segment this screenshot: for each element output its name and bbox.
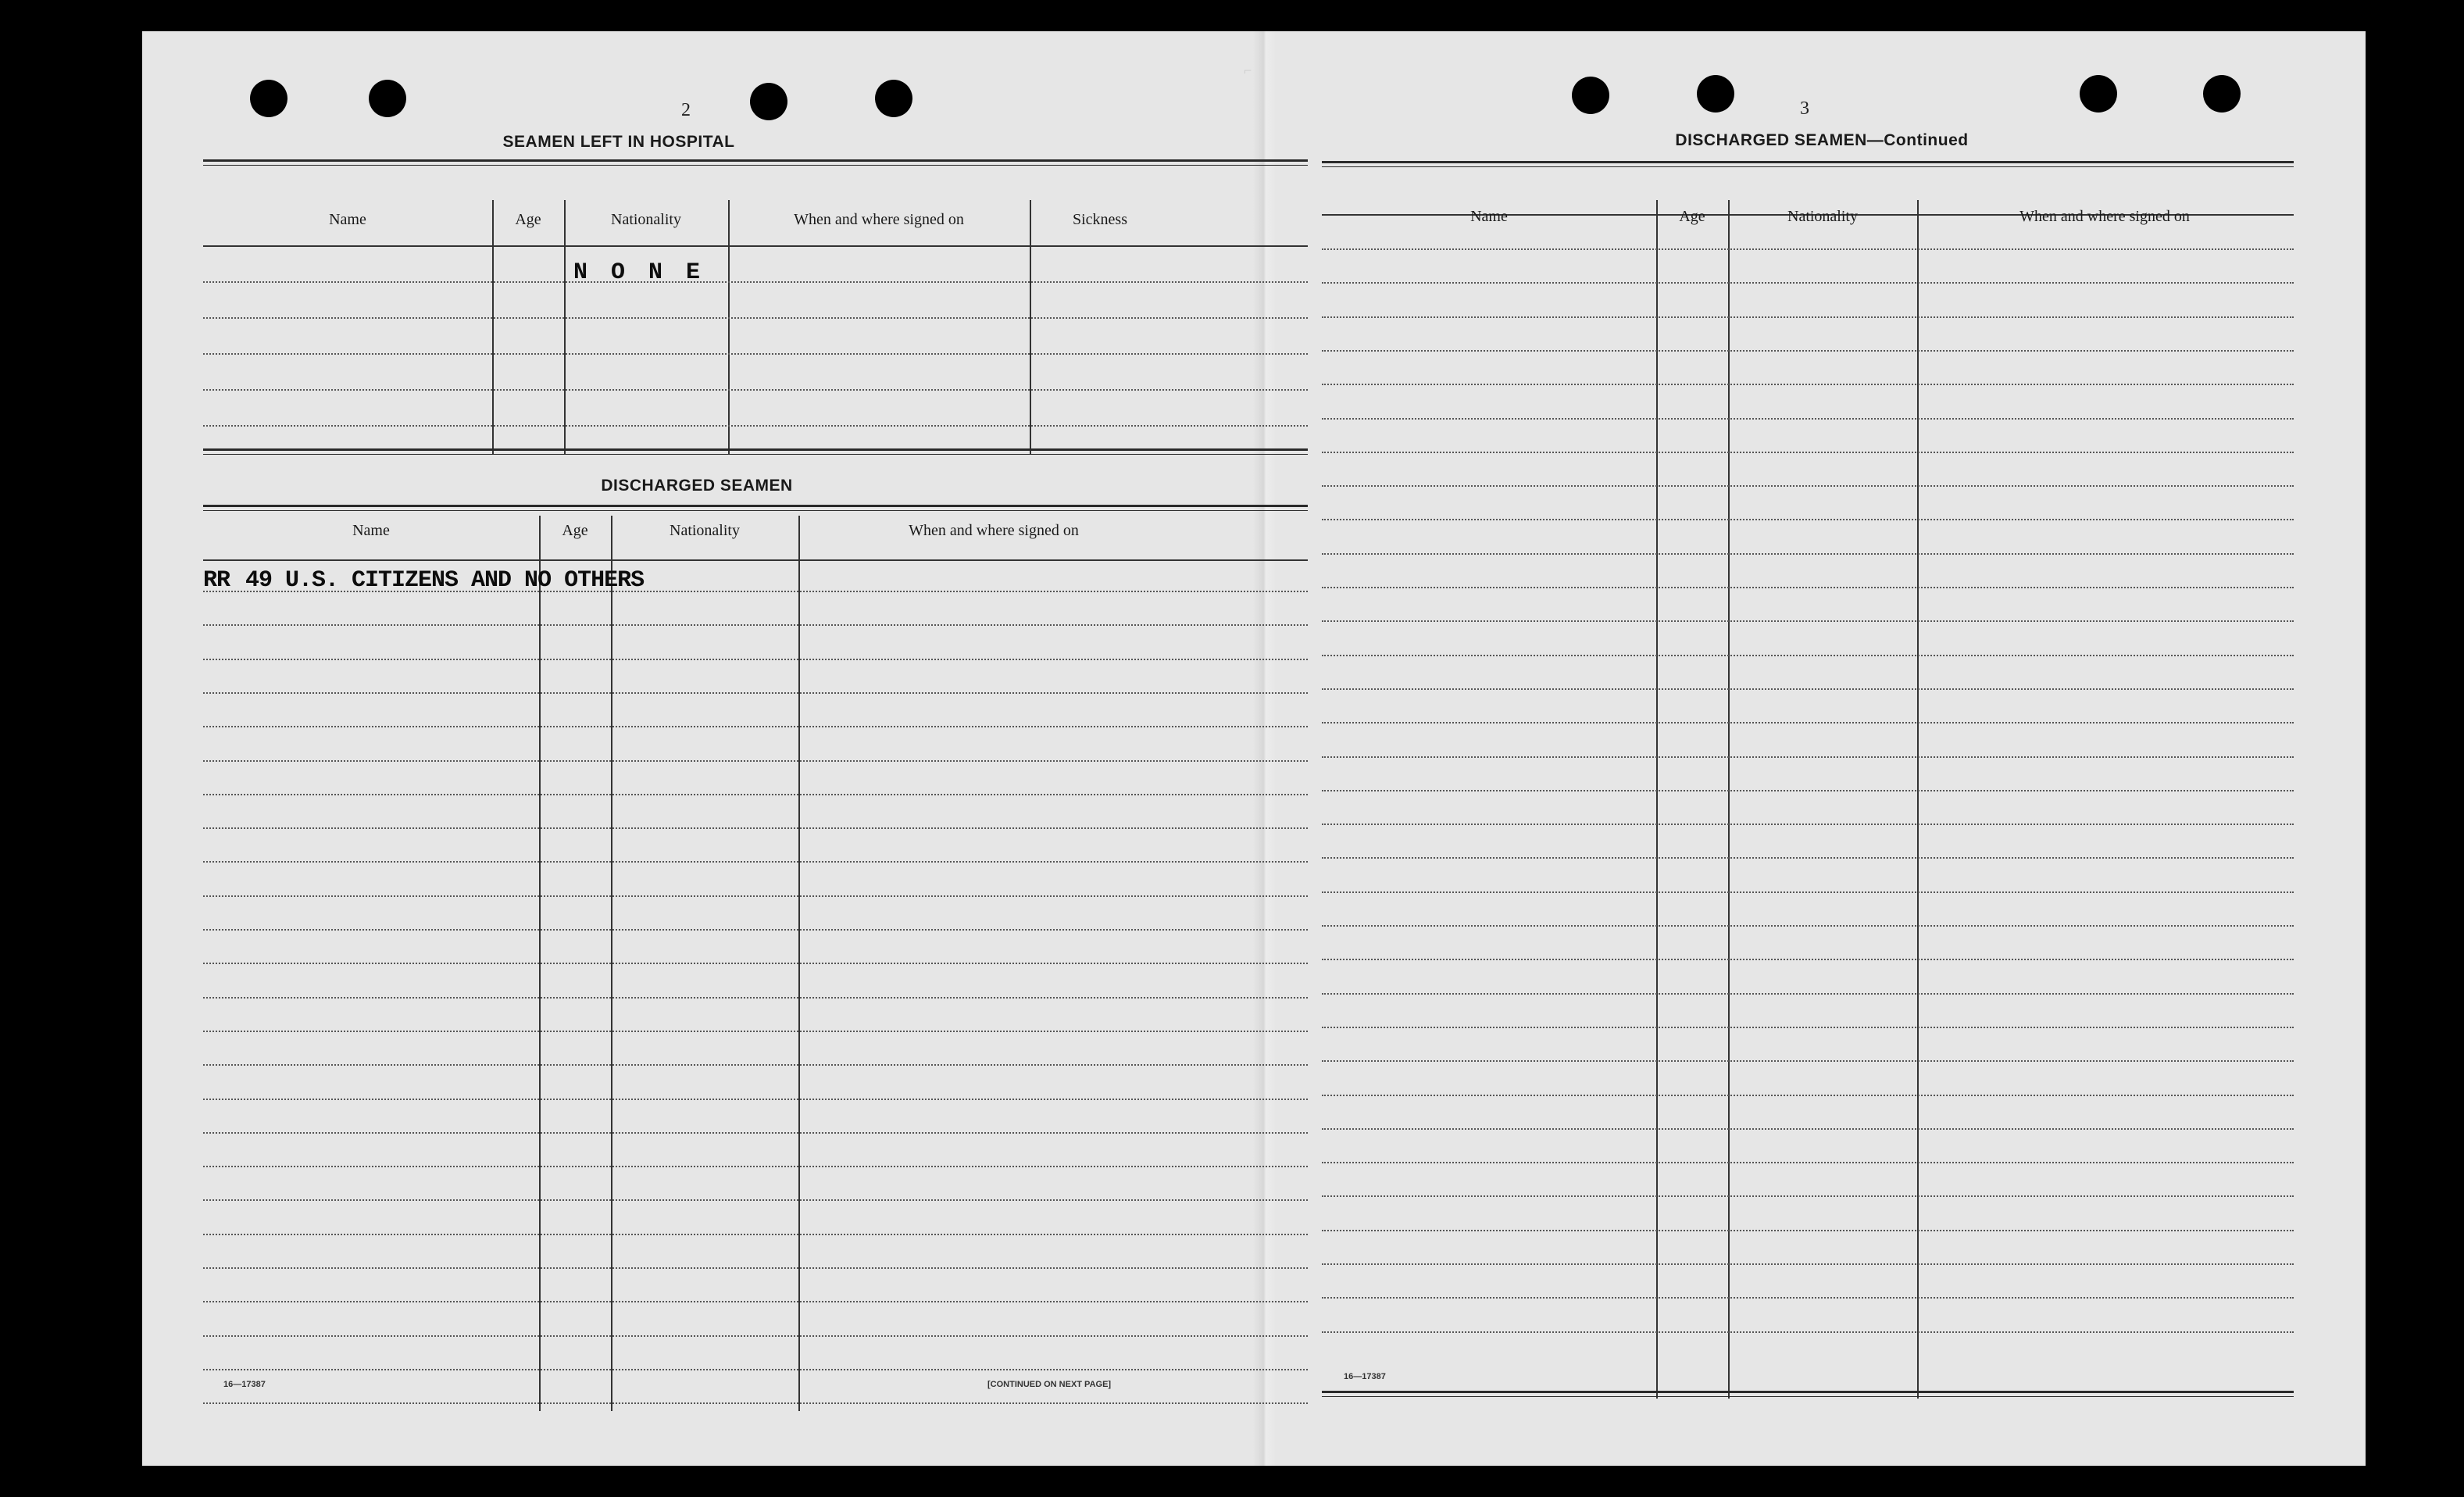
entry-line [1322, 1060, 2294, 1062]
discharged-col-age: Age [562, 522, 588, 539]
entry-line [1322, 587, 2294, 588]
entry-line [203, 929, 1308, 931]
continued-note: [CONTINUED ON NEXT PAGE] [987, 1380, 1112, 1389]
page-number-right: 3 [1800, 98, 1809, 119]
entry-line [1322, 452, 2294, 453]
discharged-continued-title: DISCHARGED SEAMEN—Continued [1675, 131, 1969, 149]
continued-col-name: Name [1470, 208, 1508, 225]
discharged-col-signed-on: When and where signed on [909, 522, 1079, 539]
entry-line [1322, 1128, 2294, 1130]
entry-line [1322, 384, 2294, 385]
hospital-entry-none: N O N E [573, 259, 705, 286]
form-number-right: 16—17387 [1344, 1372, 1386, 1381]
entry-line [1322, 282, 2294, 284]
page-number-left: 2 [681, 100, 691, 120]
entry-line [1322, 655, 2294, 656]
entry-line [1322, 1331, 2294, 1333]
continued-col-nationality: Nationality [1787, 208, 1858, 225]
entry-line [1322, 485, 2294, 487]
hospital-col-name: Name [329, 211, 366, 228]
entry-line [1322, 316, 2294, 318]
manifest-sheet [142, 31, 2366, 1466]
entry-line [1322, 722, 2294, 723]
entry-line [203, 963, 1308, 964]
entry-line [203, 1064, 1308, 1066]
entry-line [1322, 350, 2294, 352]
entry-line [1322, 620, 2294, 622]
entry-line [203, 1199, 1308, 1201]
entry-line [1322, 1263, 2294, 1265]
entry-line [1322, 1297, 2294, 1299]
discharged-col-nationality: Nationality [670, 522, 740, 539]
discharged-entry: 49 U.S. CITIZENS AND NO OTHERS [245, 567, 645, 594]
entry-line [203, 1234, 1308, 1235]
discharged-table [203, 505, 1308, 1411]
continued-col-signed-on: When and where signed on [2019, 208, 2190, 225]
entry-line [1322, 1027, 2294, 1028]
hospital-col-age: Age [515, 211, 541, 228]
entry-line [203, 726, 1308, 727]
entry-line [1322, 418, 2294, 420]
entry-line [203, 1031, 1308, 1032]
entry-line [203, 1369, 1308, 1370]
punch-hole [875, 80, 912, 117]
entry-line [1322, 925, 2294, 927]
entry-line [203, 1402, 1308, 1404]
hospital-table [203, 159, 1308, 455]
entry-line [203, 353, 1308, 355]
entry-line [1322, 857, 2294, 859]
entry-line [1322, 1095, 2294, 1096]
entry-line [203, 997, 1308, 999]
entry-line [203, 1166, 1308, 1167]
entry-line [203, 794, 1308, 795]
continued-col-age: Age [1679, 208, 1705, 225]
hospital-col-nationality: Nationality [611, 211, 681, 228]
punch-hole [250, 80, 287, 117]
entry-line [1322, 553, 2294, 555]
entry-line [203, 281, 1308, 283]
entry-line [203, 895, 1308, 897]
punch-hole [750, 83, 787, 120]
entry-line [1322, 248, 2294, 250]
entry-line [203, 1132, 1308, 1134]
entry-line [203, 861, 1308, 863]
entry-line [1322, 824, 2294, 825]
paper-mark: ⌐ [1244, 63, 1252, 78]
entry-line [203, 827, 1308, 829]
discharged-continued-table [1322, 161, 2294, 1402]
entry-line [1322, 891, 2294, 893]
discharged-strikeover: RR [203, 567, 230, 594]
entry-line [1322, 756, 2294, 758]
entry-line [203, 760, 1308, 762]
entry-line [1322, 993, 2294, 995]
entry-line [1322, 959, 2294, 960]
hospital-col-sickness: Sickness [1073, 211, 1127, 228]
entry-line [1322, 1162, 2294, 1163]
entry-line [1322, 1195, 2294, 1197]
entry-line [1322, 1230, 2294, 1231]
discharged-col-name: Name [352, 522, 390, 539]
entry-line [203, 389, 1308, 391]
punch-hole [369, 80, 406, 117]
punch-hole [2080, 75, 2117, 113]
hospital-section-title: SEAMEN LEFT IN HOSPITAL [502, 133, 735, 151]
entry-line [1322, 790, 2294, 791]
entry-line [203, 425, 1308, 427]
entry-line [1322, 688, 2294, 690]
punch-hole [1697, 75, 1734, 113]
entry-line [203, 1267, 1308, 1269]
punch-hole [2203, 75, 2241, 113]
punch-hole [1572, 77, 1609, 114]
entry-line [203, 659, 1308, 660]
entry-line [1322, 519, 2294, 520]
entry-line [203, 624, 1308, 626]
entry-line [203, 317, 1308, 319]
entry-line [203, 1301, 1308, 1302]
form-number-left: 16—17387 [223, 1380, 266, 1389]
entry-line [203, 692, 1308, 694]
entry-line [203, 1335, 1308, 1337]
hospital-col-signed-on: When and where signed on [794, 211, 964, 228]
entry-line [203, 1099, 1308, 1100]
discharged-section-title: DISCHARGED SEAMEN [601, 477, 793, 495]
